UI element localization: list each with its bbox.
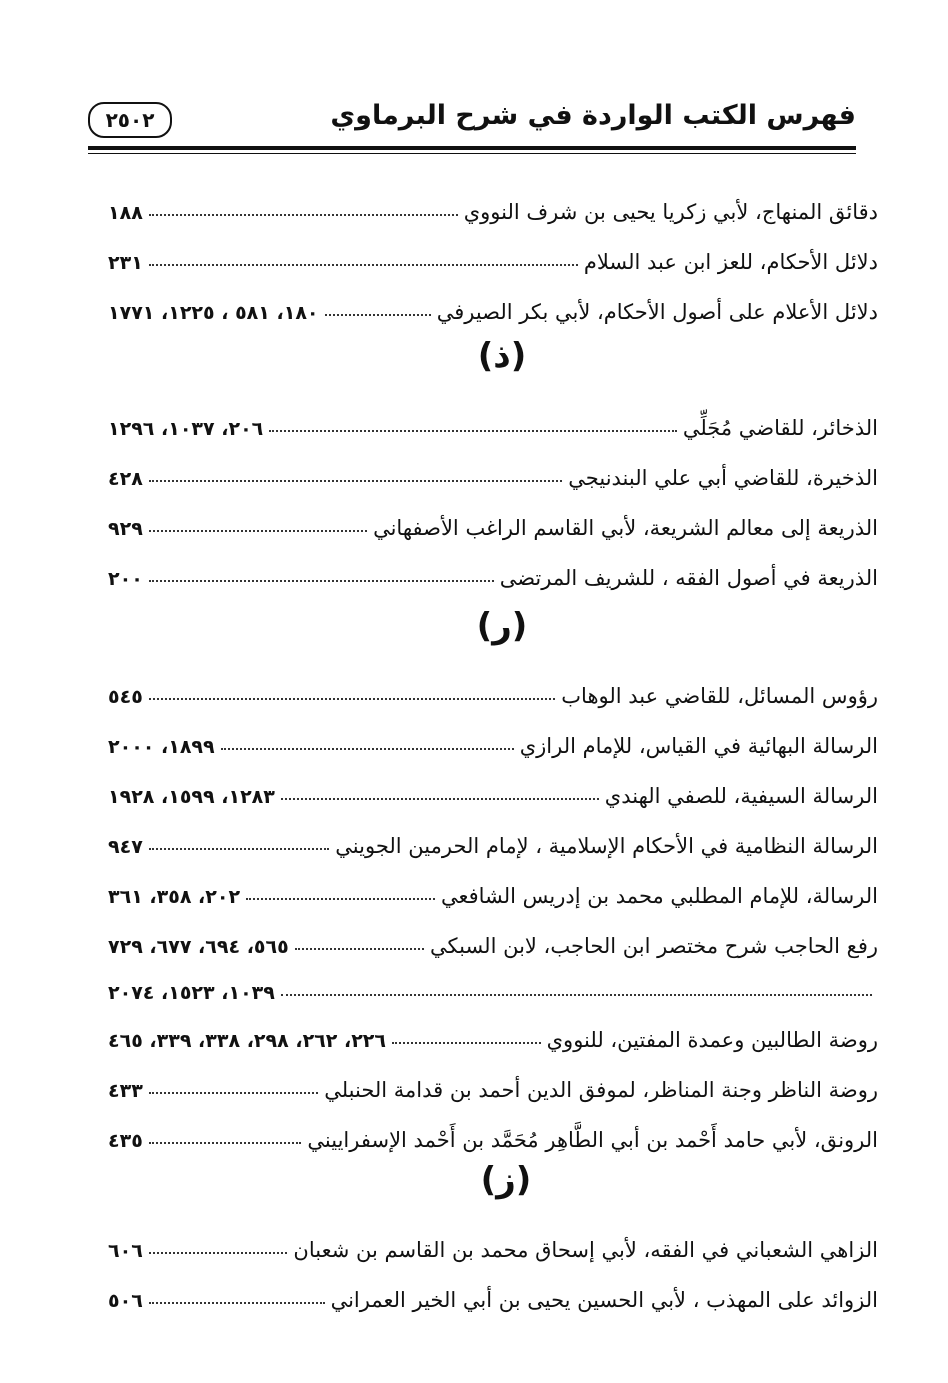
- index-entry-continuation: [108, 964, 878, 1004]
- entry-title: دلائل الأحكام، للعز ابن عبد السلام: [583, 250, 878, 274]
- entry-title: روضة الطالبين وعمدة المفتين، للنووي: [546, 1028, 878, 1052]
- index-entry: [108, 1062, 878, 1102]
- dot-leader: [246, 898, 435, 900]
- dot-leader: [295, 948, 424, 950]
- header-rule-thin: [88, 153, 856, 154]
- entry-title: الذريعة إلى معالم الشريعة، لأبي القاسم الراغب الأصفهاني: [373, 516, 878, 540]
- dot-leader: [149, 480, 563, 482]
- dot-leader: [149, 1092, 318, 1094]
- index-entry: [108, 400, 878, 440]
- dot-leader: [392, 1042, 541, 1044]
- entry-pages: ١٨٩٩، ٢٠٠٠: [108, 736, 215, 758]
- section-letter-ra: (ر): [476, 606, 528, 646]
- entry-pages: ٥٤٥: [108, 686, 143, 708]
- index-entry: [108, 284, 878, 324]
- entry-title: الرسالة البهائية في القياس، للإمام الرازي: [519, 734, 878, 758]
- entry-pages: ٩٤٧: [108, 836, 143, 858]
- dot-leader: [149, 1302, 325, 1304]
- entry-pages: ٢٠٦، ١٠٣٧، ١٢٩٦: [108, 418, 264, 440]
- entry-pages: ١٢٨٣، ١٥٩٩، ١٩٢٨: [108, 786, 275, 808]
- entry-title: الرونق، لأبي حامد أَحْمد بن أبي الطَّاهِر مُحَمَّد بن أَحْمد الإسفراييني: [307, 1128, 878, 1152]
- entry-title: الرسالة النظامية في الأحكام الإسلامية ، لإمام الحرمين الجويني: [335, 834, 878, 858]
- entry-title: الذريعة في أصول الفقه ، للشريف المرتضى: [499, 566, 878, 590]
- dot-leader: [281, 994, 872, 996]
- entry-title: الزاهي الشعباني في الفقه، لأبي إسحاق محمد بن القاسم بن شعبان: [293, 1238, 878, 1262]
- index-entry: [108, 500, 878, 540]
- entry-pages: ٢٣١: [108, 252, 143, 274]
- running-title: فهرس الكتب الواردة في شرح البرماوي: [330, 100, 856, 131]
- dot-leader: [325, 314, 431, 316]
- entry-pages: ١٨٨: [108, 202, 143, 224]
- entry-pages: ٦٠٦: [108, 1240, 143, 1262]
- section-letter-dhal: (ذ): [477, 336, 527, 376]
- entry-pages: ٩٢٩: [108, 518, 143, 540]
- dot-leader: [149, 1252, 288, 1254]
- dot-leader: [269, 430, 677, 432]
- header-rule-thick: [88, 146, 856, 150]
- page-header: [88, 96, 856, 152]
- index-entry: [108, 868, 878, 908]
- dot-leader: [221, 748, 514, 750]
- index-entry: [108, 718, 878, 758]
- index-entry: [108, 1222, 878, 1262]
- index-entry: [108, 918, 878, 958]
- entry-pages: ١٠٣٩، ١٥٢٣، ٢٠٧٤: [108, 982, 275, 1004]
- entry-title: الذخيرة، للقاضي أبي علي البندنيجي: [568, 466, 878, 490]
- index-entry: [108, 550, 878, 590]
- index-entry: [108, 234, 878, 274]
- index-entry: [108, 1272, 878, 1312]
- dot-leader: [281, 798, 599, 800]
- dot-leader: [149, 530, 367, 532]
- entry-pages: ٤٢٨: [108, 468, 143, 490]
- dot-leader: [149, 1142, 302, 1144]
- entry-title: دلائل الأعلام على أصول الأحكام، لأبي بكر الصيرفي: [436, 300, 878, 324]
- section-letter-zay: (ز): [480, 1160, 532, 1200]
- dot-leader: [149, 214, 458, 216]
- index-entry: [108, 668, 878, 708]
- dot-leader: [149, 264, 578, 266]
- entry-title: الزوائد على المهذب ، لأبي الحسين يحيى بن أبي الخير العمراني: [330, 1288, 878, 1312]
- entry-pages: ٥٦٥، ٦٩٤، ٦٧٧، ٧٢٩: [108, 936, 289, 958]
- index-entry: [108, 450, 878, 490]
- entry-pages: ٢٠٠: [108, 568, 143, 590]
- index-entry: [108, 184, 878, 224]
- dot-leader: [149, 848, 330, 850]
- entry-pages: ٤٣٣: [108, 1080, 143, 1102]
- page-number-badge: ٢٥٠٢: [88, 102, 172, 138]
- entry-pages: ٢٠٢، ٣٥٨، ٣٦١: [108, 886, 241, 908]
- dot-leader: [149, 698, 555, 700]
- entry-pages: ٥٠٦: [108, 1290, 143, 1312]
- entry-title: روضة الناظر وجنة المناظر، لموفق الدين أحمد بن قدامة الحنبلي: [324, 1078, 878, 1102]
- entry-pages: ١٨٠، ٥٨١ ، ١٢٢٥، ١٧٧١: [108, 302, 319, 324]
- entry-title: رفع الحاجب شرح مختصر ابن الحاجب، لابن السبكي: [430, 934, 878, 958]
- entry-title: رؤوس المسائل، للقاضي عبد الوهاب: [561, 684, 878, 708]
- entry-pages: ٢٢٦، ٢٦٢، ٢٩٨، ٣٣٨، ٣٣٩، ٤٦٥: [108, 1030, 386, 1052]
- dot-leader: [149, 580, 494, 582]
- index-entry: [108, 1112, 878, 1152]
- index-entry: [108, 1012, 878, 1052]
- index-entry: [108, 768, 878, 808]
- entry-title: الرسالة السيفية، للصفي الهندي: [604, 784, 878, 808]
- entry-pages: ٤٣٥: [108, 1130, 143, 1152]
- index-entry: [108, 818, 878, 858]
- entry-title: الذخائر، للقاضي مُجَلِّي: [682, 416, 878, 440]
- entry-title: دقائق المنهاج، لأبي زكريا يحيى بن شرف النووي: [463, 200, 878, 224]
- entry-title: الرسالة، للإمام المطلبي محمد بن إدريس الشافعي: [440, 884, 878, 908]
